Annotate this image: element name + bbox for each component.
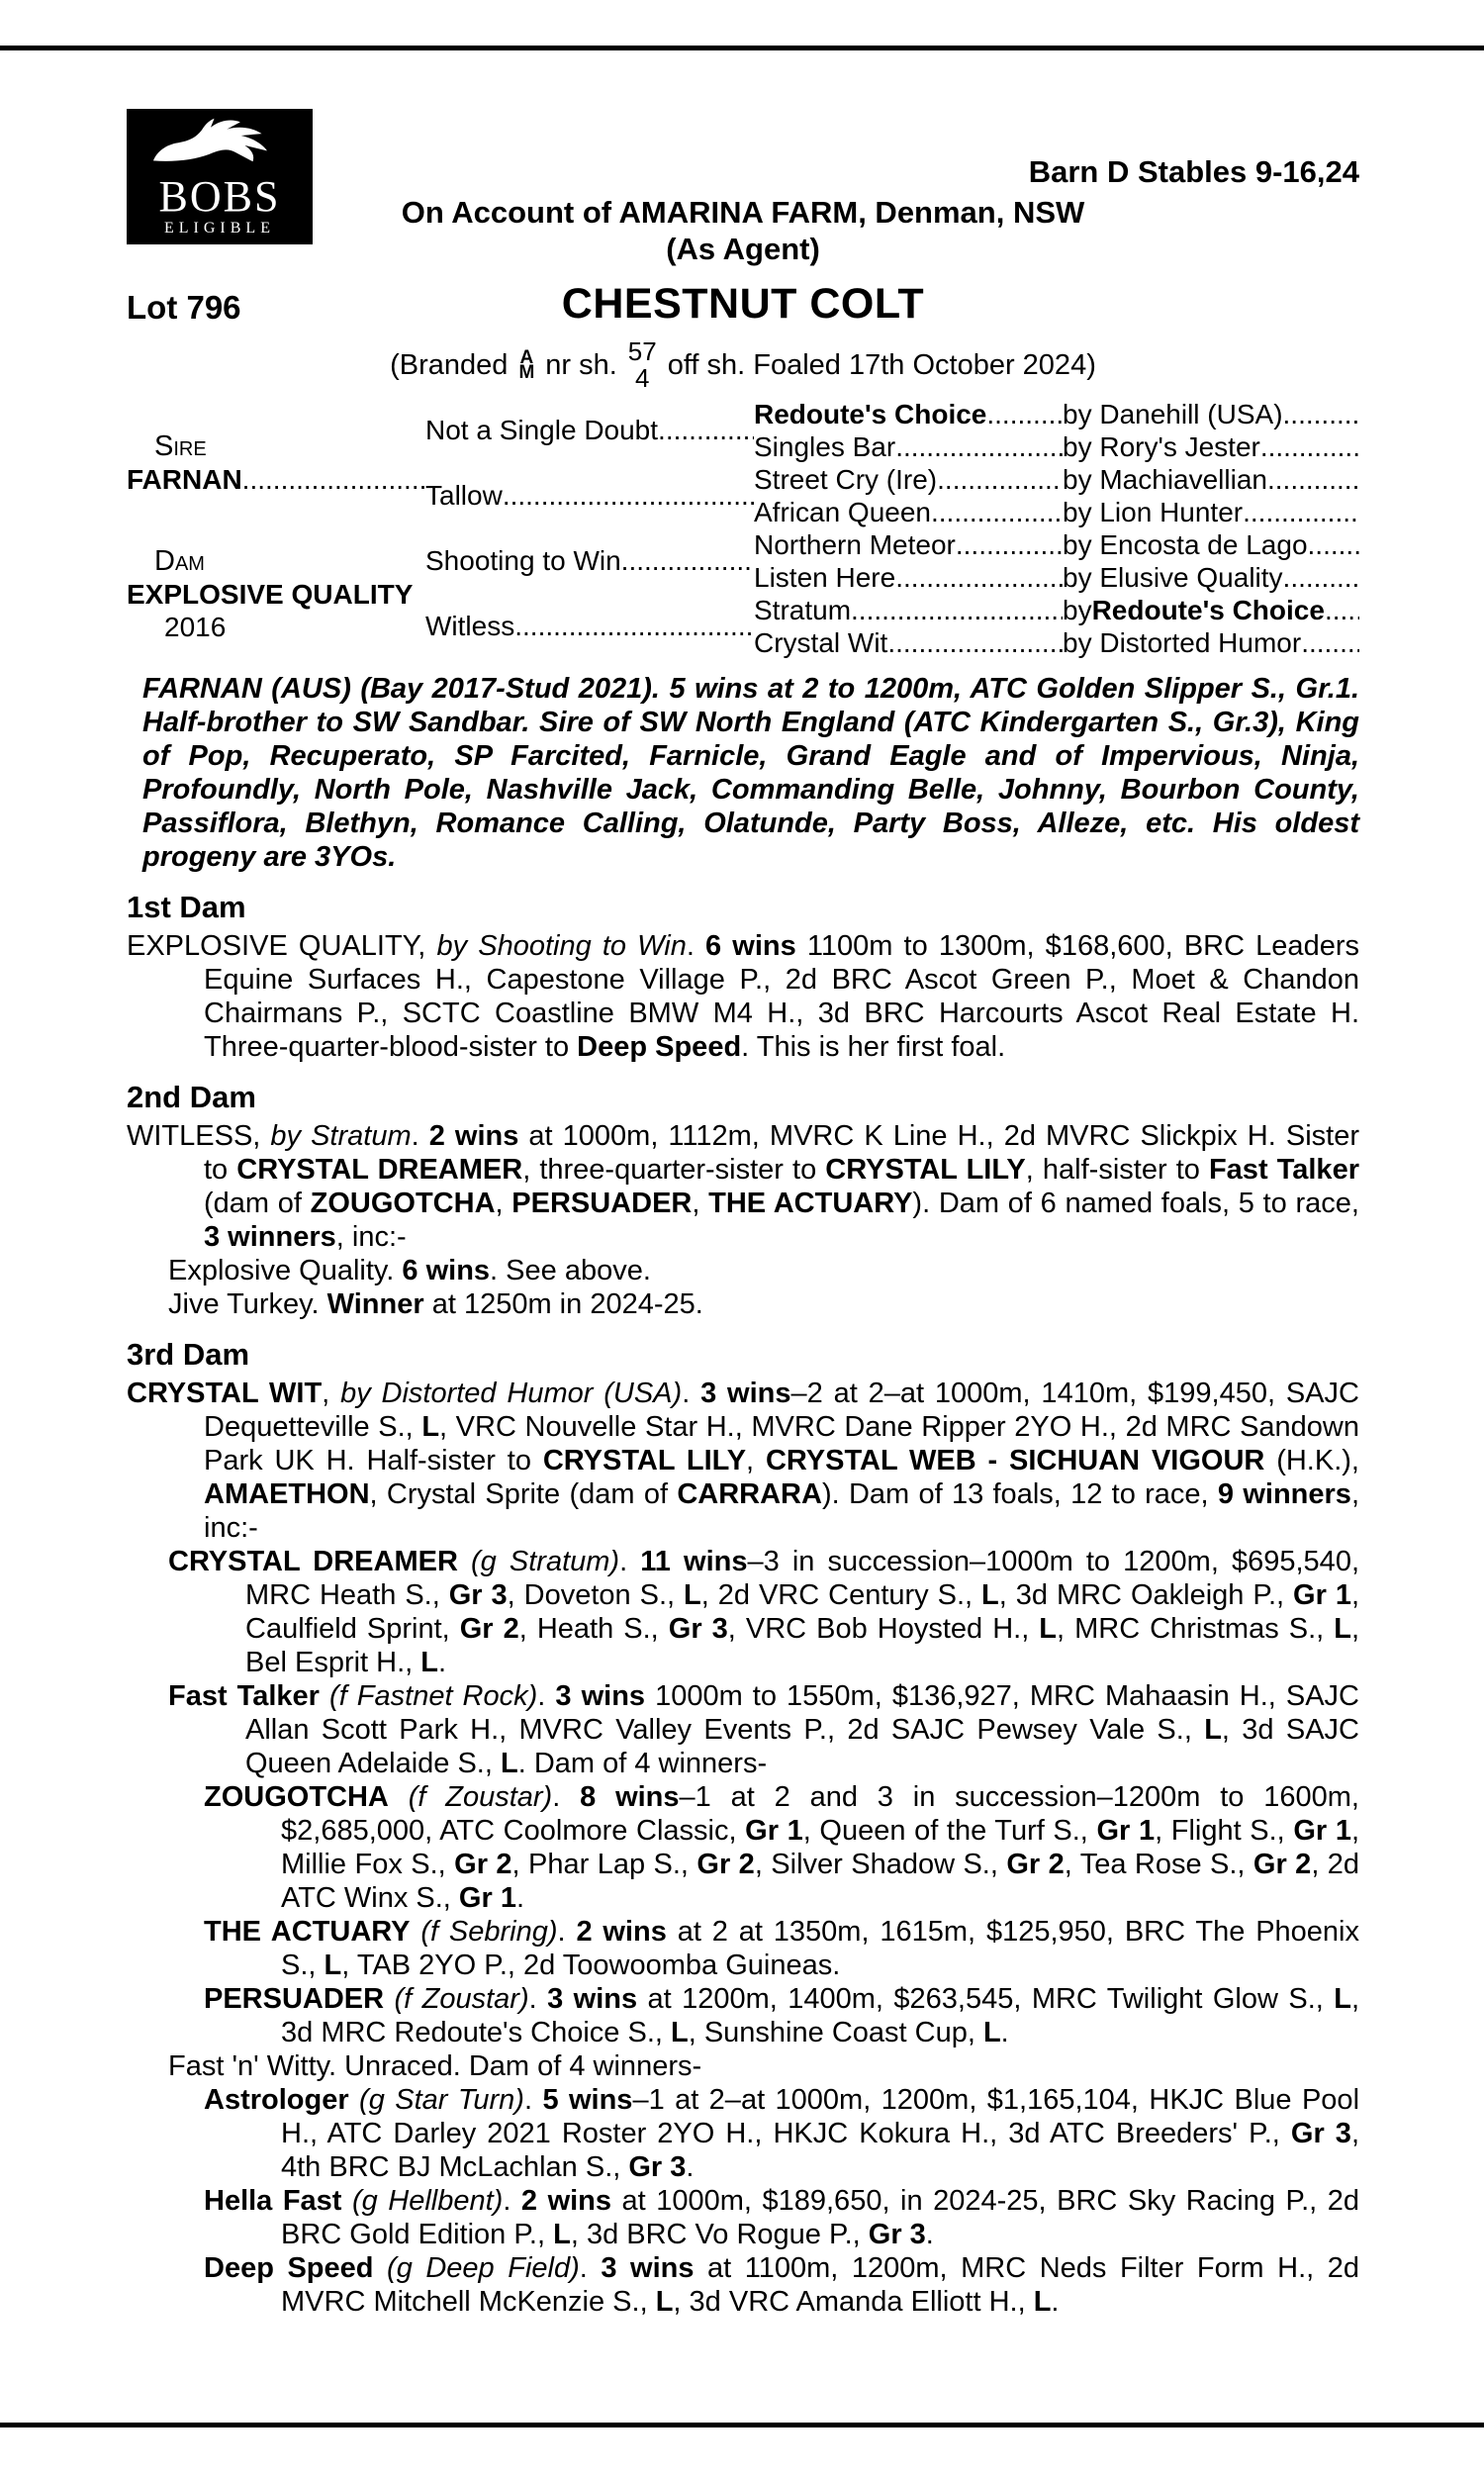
text-run: . xyxy=(557,1916,577,1948)
text-run: , three-quarter-sister to xyxy=(522,1154,826,1186)
brand-letter-bottom: M xyxy=(518,362,535,384)
parent-name: Not a Single Doubt xyxy=(425,415,659,445)
text-run: . xyxy=(515,1882,525,1914)
dot-leader xyxy=(242,463,425,496)
pedigree-parent xyxy=(425,398,754,463)
text-run: CRYSTAL DREAMER xyxy=(236,1154,523,1186)
text-run: , Phar Lap S., xyxy=(511,1849,697,1880)
text-run: (f Fastnet Rock) xyxy=(329,1680,538,1712)
text-run: at 1100m, 1200m, MRC Neds Filter Form H., 2d MVRC Mitchell McKenzie S., xyxy=(281,2252,1359,2318)
text-run: , TAB 2YO P., 2d Toowoomba Guineas. xyxy=(341,1950,841,1981)
grandparent-name: Northern Meteor xyxy=(754,528,956,560)
text-run: . See above. xyxy=(490,1255,651,1286)
text-run: , Millie Fox S., xyxy=(281,1815,1360,1880)
text-run: . xyxy=(503,2185,521,2217)
text-run: by Encosta de Lago xyxy=(1063,528,1308,560)
text-run: , VRC Nouvelle Star H., MVRC Dane Ripper 2YO H., 2d MRC Sandown Park UK H. Half-sister to xyxy=(204,1411,1359,1476)
bottom-rule xyxy=(0,2423,1484,2427)
text-run: . xyxy=(411,1120,429,1152)
text-run: L xyxy=(671,2017,689,2048)
pedigree-grandparent xyxy=(754,561,1063,594)
text-run: . xyxy=(438,1647,447,1678)
logo-text-bobs: BOBS xyxy=(158,171,281,221)
dot-leader xyxy=(887,627,1063,659)
pedigree-grandparent xyxy=(754,528,1063,561)
body-flow xyxy=(127,398,1359,2319)
text-run xyxy=(389,1781,409,1813)
text-run: . xyxy=(528,1983,548,2015)
text-run: 3 wins xyxy=(601,2252,695,2284)
text-run: . xyxy=(619,1546,641,1577)
dam-heading: 3rd Dam xyxy=(127,1337,250,1372)
dot-leader xyxy=(1260,431,1359,463)
pedigree-by-sire xyxy=(1063,398,1359,430)
text-run: (f Zoustar) xyxy=(394,1983,529,2015)
text-run: Astrologer xyxy=(204,2084,349,2116)
text-run: CRYSTAL LILY xyxy=(542,1445,747,1476)
as-agent: (As Agent) xyxy=(666,232,820,266)
generation-label: Sire xyxy=(154,430,207,462)
text-run: ZOUGOTCHA xyxy=(204,1781,389,1813)
text-run: CRYSTAL WIT xyxy=(127,1378,323,1409)
text-run: L xyxy=(684,1579,701,1611)
text-run: L xyxy=(500,1748,518,1779)
text-run: , Flight S., xyxy=(1155,1815,1294,1847)
text-run: 1100m to 1300m, $168,600, BRC Leaders Equine Surfaces H., Capestone Village P., 2d BRC Ascot Green P., Moet & Chandon Chairmans P., SCTC Coastline BMW M4 H., 3d BRC Harcourts Ascot Real Estate H. Three-quarter-blood-sister to xyxy=(204,930,1359,1063)
text-run: by xyxy=(1063,594,1092,625)
text-run: L xyxy=(324,1950,342,1981)
text-run: , Bel Esprit H., xyxy=(245,1613,1360,1678)
pedigree-grandparent xyxy=(754,463,1063,496)
grandparent-name: Listen Here xyxy=(754,561,896,593)
text-run: (f Sebring) xyxy=(420,1916,558,1948)
text-run: 6 wins xyxy=(402,1255,491,1286)
text-run: , Doveton S., xyxy=(507,1579,685,1611)
pedigree-parent xyxy=(425,594,754,659)
pedigree-by-sire xyxy=(1063,626,1359,659)
text-run: , xyxy=(746,1445,766,1476)
grandparent-name: Crystal Wit xyxy=(754,626,888,658)
text-run: –2 at 2–at 1000m, 1410m, $199,450, SAJC Dequetteville S., xyxy=(204,1378,1359,1443)
text-run: , inc:- xyxy=(335,1221,407,1253)
grandparent-name: Redoute's Choice xyxy=(754,398,987,429)
text-run: L xyxy=(1204,1714,1222,1746)
brand-number-top: 57 xyxy=(627,336,657,366)
text-run: , Crystal Sprite (dam of xyxy=(369,1478,678,1510)
dot-leader xyxy=(1283,399,1359,430)
text-run: , 3d VRC Amanda Elliott H., xyxy=(673,2286,1034,2318)
text-run: at 2 at 1350m, 1615m, $125,950, BRC The Phoenix S., xyxy=(281,1916,1359,1981)
dot-leader xyxy=(1243,497,1359,528)
text-run: Jive Turkey. xyxy=(168,1288,327,1320)
text-run: L xyxy=(420,1647,438,1678)
text-run: Fast Talker xyxy=(1208,1154,1359,1186)
text-run: 2 wins xyxy=(428,1120,519,1152)
dot-leader xyxy=(621,545,754,577)
text-run: (g Stratum) xyxy=(471,1546,620,1577)
text-run: (g Deep Field) xyxy=(387,2252,580,2284)
text-run: at 1200m, 1400m, $263,545, MRC Twilight Glow S., xyxy=(637,1983,1335,2015)
text-run: CRYSTAL LILY xyxy=(825,1154,1026,1186)
pedigree-by-sire xyxy=(1063,594,1359,626)
brand-number-bottom: 4 xyxy=(635,363,650,394)
text-run: Gr 2 xyxy=(459,1613,519,1645)
text-run: 5 wins xyxy=(542,2084,633,2116)
horse-name: FARNAN xyxy=(127,464,242,495)
text-run: Gr 3 xyxy=(448,1579,508,1611)
text-run: (dam of xyxy=(204,1188,311,1219)
brand-number xyxy=(628,338,657,393)
branded-mid: nr sh. xyxy=(545,348,617,381)
text-run: . xyxy=(537,1680,556,1712)
pedigree-paragraph xyxy=(168,1545,1359,1679)
text-run: , VRC Bob Hoysted H., xyxy=(727,1613,1040,1645)
text-run xyxy=(349,2084,359,2116)
lot-number: Lot 796 xyxy=(127,289,241,326)
dot-leader xyxy=(895,562,1063,594)
text-run: –3 in succession–1000m to 1200m, $695,540, MRC Heath S., xyxy=(245,1546,1359,1611)
dam-year: 2016 xyxy=(164,611,227,642)
text-run: L xyxy=(421,1411,440,1443)
dot-leader xyxy=(658,415,754,446)
text-run: Gr 2 xyxy=(1006,1849,1065,1880)
dot-leader xyxy=(514,611,754,642)
dam-heading: 2nd Dam xyxy=(127,1080,256,1114)
text-run: by Rory's Jester xyxy=(1063,430,1260,462)
dot-leader xyxy=(1308,529,1359,561)
pedigree-paragraph xyxy=(204,1780,1359,1915)
text-run: L xyxy=(1334,1613,1351,1645)
text-run: –1 at 2 and 3 in succession–1200m to 1600m, $2,685,000, ATC Coolmore Classic, xyxy=(281,1781,1359,1847)
dot-leader xyxy=(931,497,1063,528)
brand-letter-top: A xyxy=(519,347,534,369)
text-run: by Machiavellian xyxy=(1063,463,1267,495)
top-rule xyxy=(0,46,1484,50)
pedigree-parent xyxy=(425,463,754,528)
pedigree-sire-block xyxy=(127,398,425,528)
text-run: at 1000m, 1112m, MVRC K Line H., 2d MVRC Slickpix H. Sister to xyxy=(204,1120,1359,1186)
text-run: L xyxy=(981,1579,999,1611)
generation-label: Dam xyxy=(154,544,205,577)
text-run: CRYSTAL DREAMER xyxy=(168,1546,458,1577)
pedigree-paragraph xyxy=(204,1915,1359,1982)
text-run: 6 wins xyxy=(705,930,796,962)
pedigree-paragraph xyxy=(127,929,1359,1064)
text-run: EXPLOSIVE QUALITY, xyxy=(127,930,437,962)
text-run: Gr 3 xyxy=(1290,2118,1351,2149)
dot-leader xyxy=(1283,562,1359,594)
text-run: , xyxy=(322,1378,341,1409)
text-run: , inc:- xyxy=(204,1478,1359,1544)
pedigree-grandparent xyxy=(754,626,1063,659)
text-run: 8 wins xyxy=(580,1781,680,1813)
text-run: Fast Talker xyxy=(168,1680,320,1712)
text-run: 3 winners xyxy=(204,1221,336,1253)
text-run xyxy=(341,2185,352,2217)
logo-text-eligible: ELIGIBLE xyxy=(164,219,275,237)
text-run: Gr 1 xyxy=(745,1815,803,1847)
text-run: . xyxy=(686,2151,695,2183)
text-run: . xyxy=(552,1781,581,1813)
text-run: THE ACTUARY xyxy=(204,1916,411,1948)
text-run: (f Zoustar) xyxy=(408,1781,553,1813)
text-run: . This is her first foal. xyxy=(741,1031,1006,1063)
text-run: , 3d MRC Redoute's Choice S., xyxy=(281,1983,1359,2048)
text-run: L xyxy=(1033,2286,1052,2318)
text-run: ZOUGOTCHA xyxy=(310,1188,496,1219)
text-run: Gr 2 xyxy=(696,1849,755,1880)
horse-name-row xyxy=(127,463,425,496)
parent-name: Witless xyxy=(425,611,515,641)
text-run: by Distorted Humor (USA) xyxy=(340,1378,683,1409)
text-run: PERSUADER xyxy=(511,1188,693,1219)
pedigree-paragraph xyxy=(204,1982,1359,2049)
pedigree-dam-block xyxy=(127,528,425,659)
text-run: 2 wins xyxy=(520,2185,612,2217)
text-run: Gr 1 xyxy=(458,1882,516,1914)
text-run: , MRC Christmas S., xyxy=(1057,1613,1335,1645)
text-run: 2 wins xyxy=(576,1916,667,1948)
text-run: . xyxy=(682,1378,701,1409)
pedigree-by-sire xyxy=(1063,561,1359,594)
text-run: L xyxy=(982,2017,1001,2048)
text-run: by Distorted Humor xyxy=(1063,626,1302,658)
text-run: L xyxy=(1039,1613,1058,1645)
text-run: . xyxy=(579,2252,602,2284)
text-run: by Danehill (USA) xyxy=(1063,398,1283,429)
text-run: , Tea Rose S., xyxy=(1064,1849,1253,1880)
brand-mark-icon xyxy=(518,347,535,384)
text-run: Fast 'n' Witty. Unraced. Dam of 4 winners- xyxy=(168,2050,702,2082)
text-run: CRYSTAL WEB - SICHUAN VIGOUR xyxy=(765,1445,1265,1476)
pedigree-by-sire xyxy=(1063,430,1359,463)
pedigree-paragraph xyxy=(168,2049,1359,2083)
text-run: CARRARA xyxy=(677,1478,822,1510)
text-run: WITLESS, xyxy=(127,1120,271,1152)
text-run: Gr 3 xyxy=(668,1613,728,1645)
text-run: 9 winners xyxy=(1217,1478,1351,1510)
text-run: , Queen of the Turf S., xyxy=(802,1815,1097,1847)
text-run xyxy=(410,1916,420,1948)
text-run: , Silver Shadow S., xyxy=(754,1849,1007,1880)
text-run: Redoute's Choice xyxy=(1091,594,1325,625)
pedigree-grandparent xyxy=(754,496,1063,528)
text-run: Gr 2 xyxy=(1252,1849,1312,1880)
horse-name-row xyxy=(127,578,425,611)
barn-location: Barn D Stables 9-16,24 xyxy=(1028,154,1359,189)
page-title: CHESTNUT COLT xyxy=(561,280,925,328)
text-run: at 1000m, $189,650, in 2024-25, BRC Sky Racing P., 2d BRC Gold Edition P., xyxy=(281,2185,1359,2250)
grandparent-name: Singles Bar xyxy=(754,430,896,462)
text-run: (g Star Turn) xyxy=(359,2084,524,2116)
text-run: Deep Speed xyxy=(577,1031,742,1063)
text-run: , Heath S., xyxy=(518,1613,669,1645)
text-run: –1 at 2–at 1000m, 1200m, $1,165,104, HKJC Blue Pool H., ATC Darley 2021 Roster 2YO H., HKJC Kokura H., 3d ATC Breeders' P., xyxy=(281,2084,1360,2149)
pedigree-paragraph xyxy=(127,1377,1359,1545)
text-run: Gr 1 xyxy=(1096,1815,1156,1847)
parent-name: Shooting to Win xyxy=(425,545,621,576)
text-run: Gr 1 xyxy=(1293,1579,1351,1611)
pedigree-paragraph xyxy=(168,1254,1359,1287)
dot-leader xyxy=(1325,595,1359,626)
text-run: 3 wins xyxy=(547,1983,638,2015)
text-run: 3 wins xyxy=(700,1378,791,1409)
text-run: by Shooting to Win xyxy=(436,930,687,962)
dot-leader xyxy=(986,399,1063,430)
text-run: by Elusive Quality xyxy=(1063,561,1283,593)
text-run: 1000m to 1550m, $136,927, MRC Mahaasin H., SAJC Allan Scott Park H., MVRC Valley Events P., 2d SAJC Pewsey Vale S., xyxy=(245,1680,1359,1746)
text-run: L xyxy=(1334,1983,1351,2015)
text-run: , Sunshine Coast Cup, xyxy=(688,2017,983,2048)
text-run: at 1250m in 2024-25. xyxy=(423,1288,703,1320)
pedigree-paragraph xyxy=(204,2184,1359,2251)
text-run: Explosive Quality. xyxy=(168,1255,403,1286)
text-run: THE ACTUARY xyxy=(708,1188,913,1219)
text-run: Deep Speed xyxy=(204,2252,374,2284)
grandparent-name: African Queen xyxy=(754,496,931,527)
pedigree-grandparent xyxy=(754,430,1063,463)
pedigree-by-sire xyxy=(1063,496,1359,528)
pedigree-by-sire xyxy=(1063,463,1359,496)
dam-heading: 1st Dam xyxy=(127,890,246,924)
dot-leader xyxy=(937,464,1063,496)
text-run: Gr 3 xyxy=(868,2219,926,2250)
text-run: 3 wins xyxy=(555,1680,646,1712)
text-run: ). Dam of 13 foals, 12 to race, xyxy=(821,1478,1218,1510)
text-run: . xyxy=(523,2084,543,2116)
text-run: (H.K.), xyxy=(1264,1445,1359,1476)
dot-leader xyxy=(851,595,1063,626)
text-run: , Caulfield Sprint, xyxy=(245,1579,1360,1645)
text-run: . Dam of 4 winners- xyxy=(517,1748,768,1779)
text-run: PERSUADER xyxy=(204,1983,385,2015)
dot-leader xyxy=(503,480,754,512)
branded-prefix: (Branded xyxy=(390,348,509,381)
text-run xyxy=(320,1680,329,1712)
text-run: . xyxy=(1000,2017,1009,2048)
pedigree-by-sire xyxy=(1063,528,1359,561)
text-run: Hella Fast xyxy=(204,2185,342,2217)
grandparent-name: Street Cry (Ire) xyxy=(754,463,938,495)
branded-suffix: off sh. Foaled 17th October 2024) xyxy=(667,348,1096,381)
pedigree-parent xyxy=(425,528,754,594)
horse-name: EXPLOSIVE QUALITY xyxy=(127,578,414,610)
text-run: , xyxy=(692,1188,709,1219)
text-run: Gr 2 xyxy=(454,1849,512,1880)
dot-leader xyxy=(1301,627,1359,659)
text-run: , 2d VRC Century S., xyxy=(700,1579,982,1611)
text-run: . xyxy=(1051,2286,1060,2318)
text-run: , 2d ATC Winx S., xyxy=(281,1849,1360,1914)
text-run: . xyxy=(686,930,706,962)
pedigree-paragraph xyxy=(204,2083,1359,2184)
text-run: , 3d BRC Vo Rogue P., xyxy=(570,2219,869,2250)
text-run: AMAETHON xyxy=(204,1478,370,1510)
text-run: L xyxy=(655,2286,674,2318)
text-run xyxy=(373,2252,387,2284)
dam-sections xyxy=(127,891,1359,2319)
text-run: Gr 3 xyxy=(628,2151,687,2183)
text-run: , 3d MRC Oakleigh P., xyxy=(998,1579,1294,1611)
text-run: , 3d SAJC Queen Adelaide S., xyxy=(245,1714,1359,1779)
pedigree-paragraph xyxy=(127,1119,1359,1254)
vendor-account: On Account of AMARINA FARM, Denman, NSW xyxy=(401,195,1085,230)
text-run: (g Hellbent) xyxy=(351,2185,504,2217)
text-run xyxy=(458,1546,471,1577)
text-run: , 4th BRC BJ McLachlan S., xyxy=(281,2118,1359,2183)
pedigree-grandparent xyxy=(754,398,1063,430)
text-run: . xyxy=(925,2219,934,2250)
text-run: by Lion Hunter xyxy=(1063,496,1244,527)
sire-summary-paragraph xyxy=(142,672,1359,874)
pedigree-paragraph xyxy=(168,1287,1359,1321)
dot-leader xyxy=(1267,464,1359,496)
pedigree-paragraph xyxy=(168,1679,1359,1780)
text-run: FARNAN (AUS) (Bay 2017-Stud 2021). 5 wins at 2 to 1200m, ATC Golden Slipper S., Gr.1. Half-brother to SW Sandbar. Sire of SW North England (ATC Kindergarten S., Gr.3), King of Pop, Recuperato, SP Farcited, Farnicle, Grand Eagle and of Impervious, Ninja, Profoundly, North Pole, Nashville Jack, Commanding Belle, Johnny, Bourbon County, Passiflora, Blethyn, Romance Calling, Olatunde, Party Boss, Alleze, etc. His oldest progeny are 3YOs. xyxy=(142,673,1359,873)
text-run: by Stratum xyxy=(270,1120,412,1152)
grandparent-name: Stratum xyxy=(754,594,852,625)
text-run: , half-sister to xyxy=(1025,1154,1209,1186)
text-run: L xyxy=(553,2219,571,2250)
pedigree-grandparent xyxy=(754,594,1063,626)
text-run: , xyxy=(495,1188,512,1219)
pedigree-table xyxy=(127,398,1359,659)
dot-leader xyxy=(956,529,1063,561)
text-run: ). Dam of 6 named foals, 5 to race, xyxy=(912,1188,1359,1219)
text-run xyxy=(384,1983,394,2015)
text-run: Gr 1 xyxy=(1293,1815,1351,1847)
branded-line xyxy=(127,338,1359,393)
text-run: Winner xyxy=(326,1288,424,1320)
pedigree-paragraph xyxy=(204,2251,1359,2319)
parent-name: Tallow xyxy=(425,480,503,511)
dot-leader xyxy=(895,431,1063,463)
text-run: 11 wins xyxy=(640,1546,748,1577)
